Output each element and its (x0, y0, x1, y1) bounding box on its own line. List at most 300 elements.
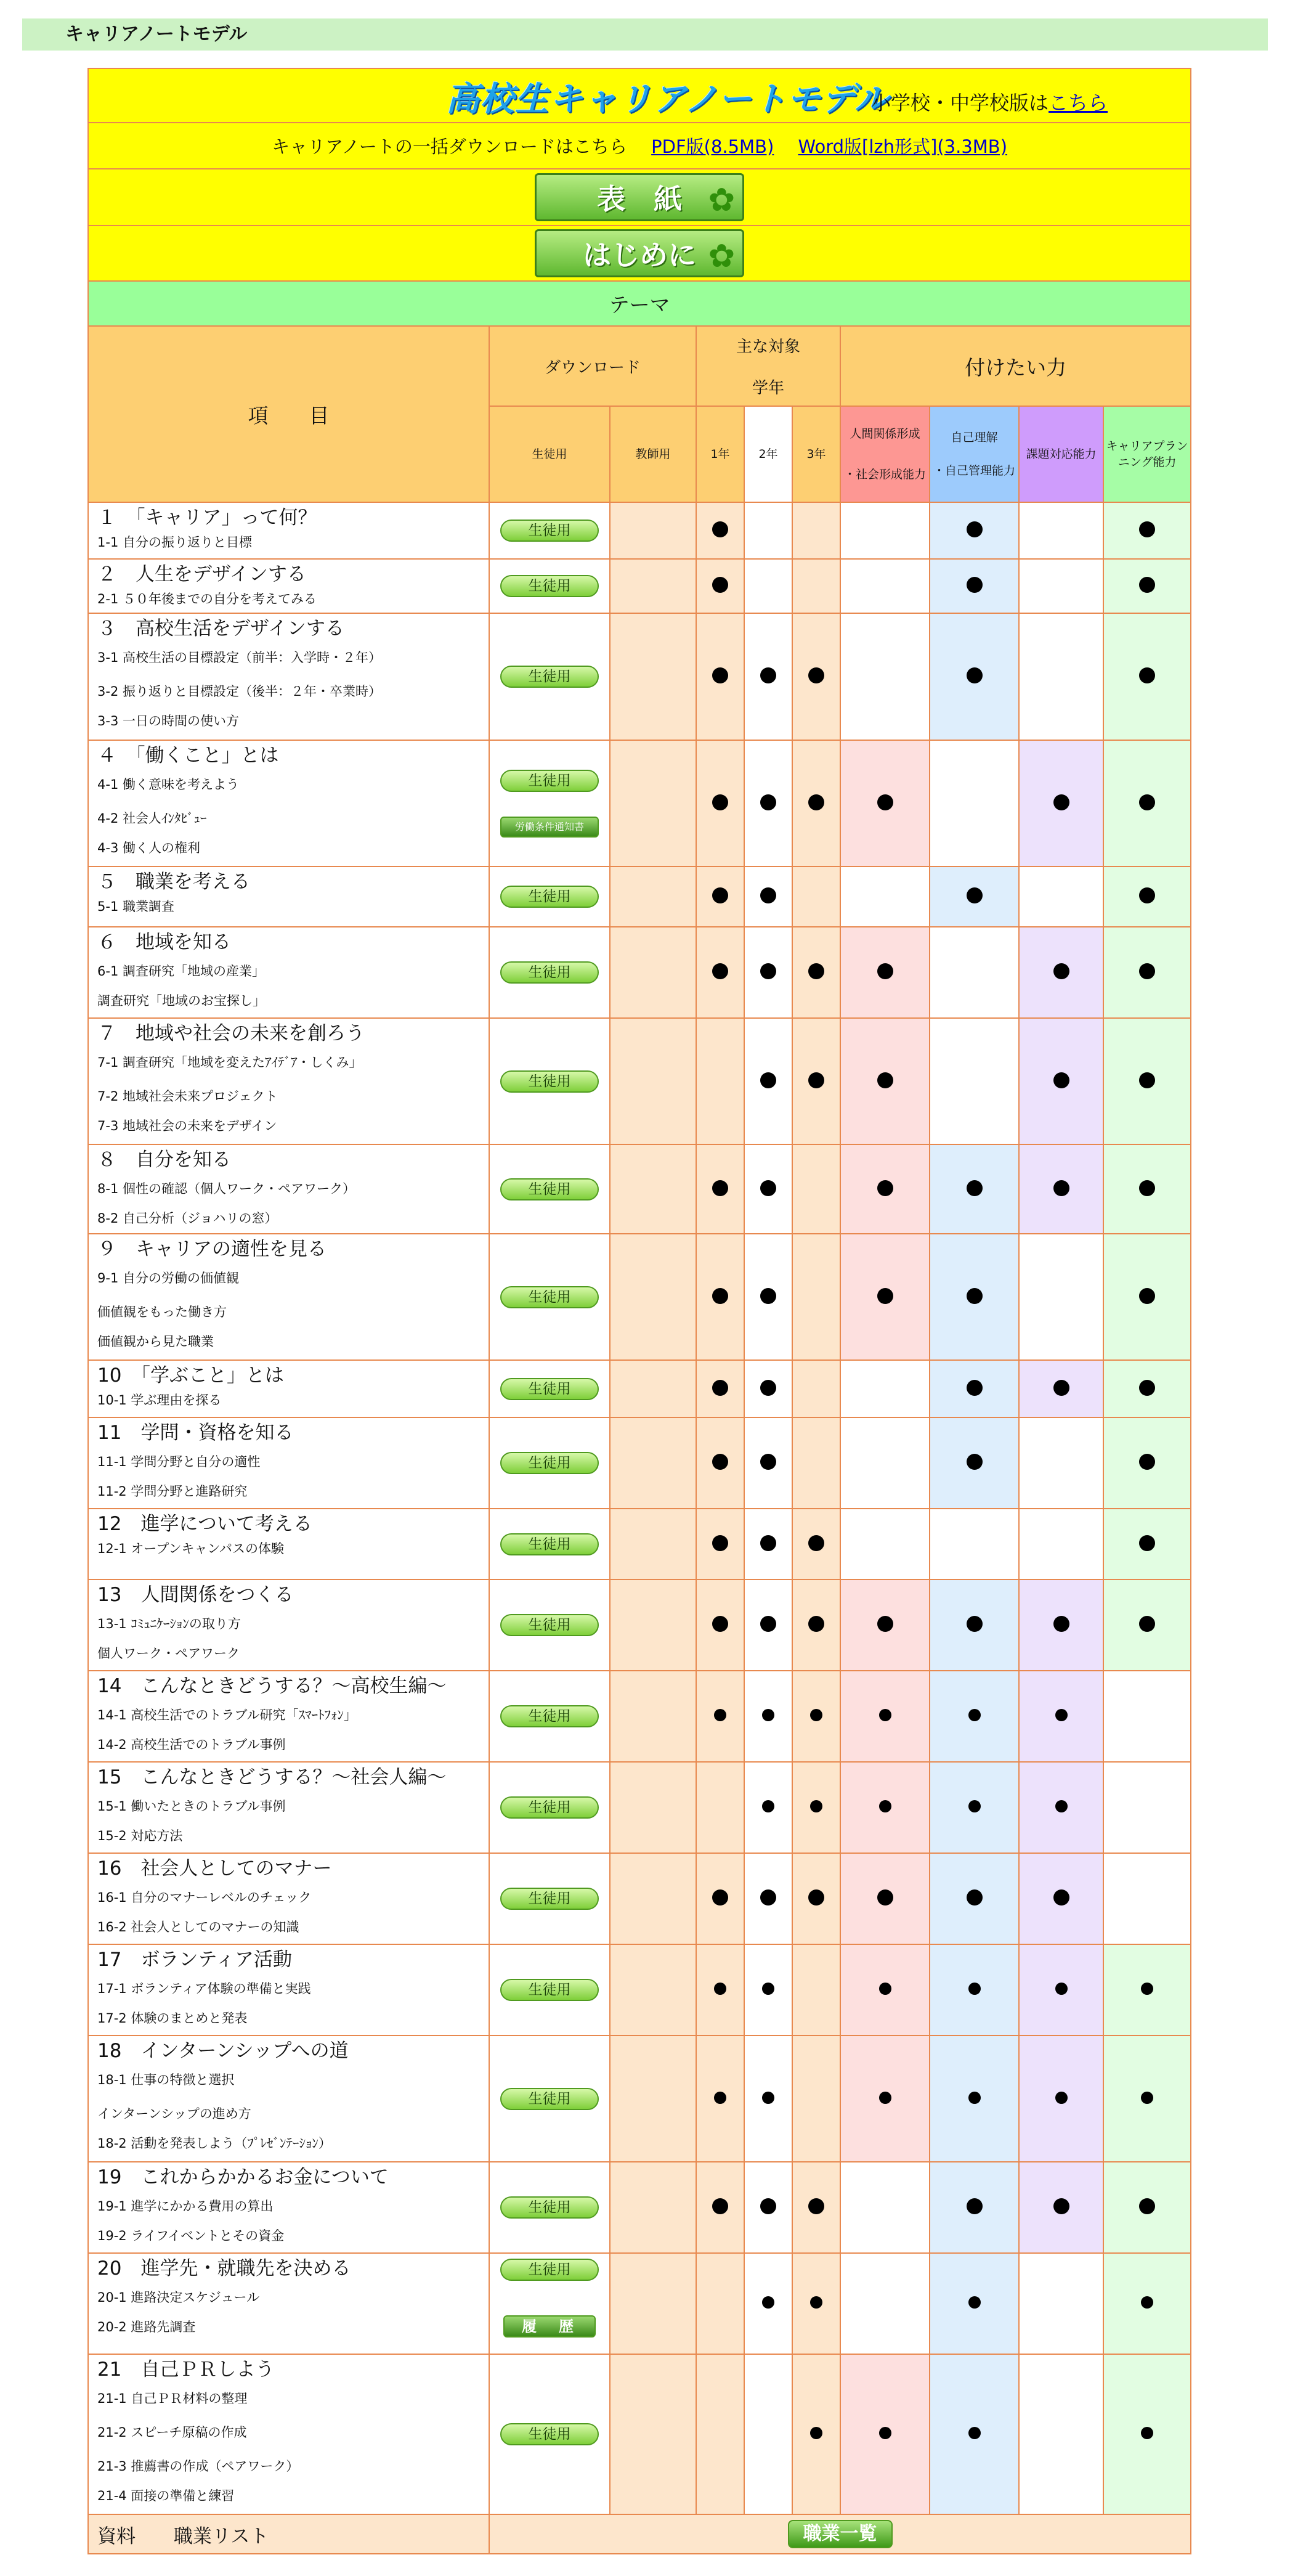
sub-item: 19-1 進学にかかる費用の算出 (97, 2199, 274, 2214)
item-title: 12 進学について考える (97, 1513, 312, 1535)
teacher-download-cell (610, 2253, 696, 2354)
student-download-button[interactable]: 生徒用 (500, 961, 599, 984)
target-mark-icon (712, 2198, 728, 2214)
job-list-cell (489, 2514, 1191, 2554)
grade-1-header: 1年 (696, 406, 744, 502)
skill-cell (1019, 2253, 1103, 2354)
job-list-label: 資料 職業リスト (88, 2514, 489, 2554)
table-row (88, 1417, 1191, 1509)
skill-mark-icon (967, 1380, 983, 1396)
skill-cell (930, 927, 1019, 1018)
student-download-cell (489, 2036, 610, 2162)
pdf-download-link[interactable]: PDF版(8.5MB) (651, 136, 774, 157)
item-title: 16 社会人としてのマナー (97, 1857, 332, 1880)
skill-mark-icon (1139, 887, 1155, 903)
target-mark-icon (808, 1889, 824, 1906)
grade-3-cell (792, 1417, 840, 1509)
skill-mark-icon (1139, 577, 1155, 593)
skill-cell (840, 559, 930, 613)
item-cell (88, 502, 489, 559)
student-download-cell (489, 2253, 610, 2354)
target-mark-icon (760, 1535, 776, 1551)
skill-cell (1019, 1417, 1103, 1509)
target-mark-icon (712, 521, 728, 537)
grade-1-cell (696, 613, 744, 740)
item-title: ８ 自分を知る (97, 1149, 231, 1171)
skill-cell (930, 1144, 1019, 1234)
student-download-button[interactable]: 生徒用 (500, 1178, 599, 1200)
skill-mark-icon (1053, 1072, 1069, 1088)
skill-cell (1019, 2354, 1103, 2514)
grade-2-cell (744, 2253, 792, 2354)
target-mark-icon (714, 2092, 726, 2104)
teacher-download-cell (610, 1018, 696, 1144)
target-mark-icon (762, 1800, 774, 1812)
labor-notice-button[interactable]: 労働条件通知書 (500, 817, 599, 838)
skill-mark-icon (877, 1889, 893, 1906)
skill-mark-icon (967, 1889, 983, 1906)
target-mark-icon (760, 1454, 776, 1470)
sub-item: 3-3 一日の時間の使い方 (97, 714, 239, 728)
skill-cell (1019, 1853, 1103, 1944)
grade-2-cell (744, 613, 792, 740)
skill-cell (840, 1417, 930, 1509)
item-cell (88, 2253, 489, 2354)
skill-human-header: 人間関係形成 ・社会形成能力 (840, 406, 930, 502)
target-mark-icon (760, 1288, 776, 1304)
grade-2-cell (744, 1762, 792, 1853)
skill-mark-icon (879, 1983, 891, 1995)
target-mark-icon (760, 2198, 776, 2214)
skill-mark-icon (879, 2427, 891, 2439)
skill-cell (1103, 1360, 1191, 1417)
grade-3-header: 3年 (792, 406, 840, 502)
sub-item: 4-2 社会人ｲﾝﾀﾋﾞｭｰ (97, 811, 207, 826)
skill-cell (930, 2354, 1019, 2514)
grade-3-cell (792, 866, 840, 927)
table-row (88, 740, 1191, 866)
skill-cell (930, 2036, 1019, 2162)
sub-item: 価値観をもった働き方 (97, 1305, 227, 1319)
skill-cell (840, 2354, 930, 2514)
sub-item: 17-2 体験のまとめと発表 (97, 2011, 248, 2026)
target-mark-icon (760, 1889, 776, 1906)
skill-cell (1103, 1671, 1191, 1762)
target-mark-icon (808, 1616, 824, 1632)
item-title: ２ 人生をデザインする (97, 563, 306, 585)
sub-item: 5-1 職業調査 (97, 899, 174, 914)
sub-item: 2-1 ５０年後までの自分を考えてみる (97, 592, 317, 606)
grade-3-cell (792, 1360, 840, 1417)
student-download-cell (489, 559, 610, 613)
teacher-download-cell (610, 559, 696, 613)
target-mark-icon (712, 1616, 728, 1632)
skill-cell (1019, 1234, 1103, 1360)
student-download-button[interactable]: 生徒用 (500, 886, 599, 908)
target-mark-icon (760, 794, 776, 810)
student-download-cell (489, 927, 610, 1018)
target-mark-icon (808, 1535, 824, 1551)
skill-mark-icon (968, 1709, 981, 1721)
grade-2-cell (744, 1671, 792, 1762)
skill-mark-icon (968, 2296, 981, 2309)
table-row (88, 1144, 1191, 1234)
item-title: １ 「キャリア」って何？ (97, 507, 317, 529)
target-mark-icon (714, 1983, 726, 1995)
skill-cell (930, 502, 1019, 559)
grade-2-cell (744, 2036, 792, 2162)
grade-3-cell (792, 1944, 840, 2036)
sub-item: 18-1 仕事の特徴と選択 (97, 2073, 235, 2087)
skill-mark-icon (967, 1616, 983, 1632)
teacher-download-cell (610, 1234, 696, 1360)
skill-cell (1019, 1360, 1103, 1417)
grade-3-cell (792, 1853, 840, 1944)
grade-2-cell (744, 559, 792, 613)
intro-row (88, 226, 1191, 281)
target-mark-icon (810, 1709, 822, 1721)
student-download-cell (489, 1417, 610, 1509)
teacher-download-cell (610, 1853, 696, 1944)
skill-mark-icon (1139, 2198, 1155, 2214)
grade-1-cell (696, 1144, 744, 1234)
grade-2-cell (744, 1417, 792, 1509)
skill-cell (840, 1018, 930, 1144)
skill-cell (840, 1671, 930, 1762)
student-download-cell (489, 1579, 610, 1671)
student-download-button[interactable]: 生徒用 (500, 520, 599, 542)
student-download-button[interactable]: 生徒用 (500, 1070, 599, 1093)
target-mark-icon (712, 794, 728, 810)
target-mark-icon (712, 1454, 728, 1470)
item-title: ５ 職業を考える (97, 871, 250, 893)
grade-1-cell (696, 1853, 744, 1944)
skill-cell (930, 2162, 1019, 2253)
teacher-download-cell (610, 927, 696, 1018)
sub-item: 20-1 進路決定スケジュール (97, 2290, 260, 2305)
target-mark-icon (762, 1709, 774, 1721)
item-title: 19 これからかかるお金について (97, 2166, 389, 2188)
grade-1-cell (696, 502, 744, 559)
job-list-button[interactable]: 職業一覧 (788, 2520, 893, 2548)
skill-mark-icon (968, 2092, 981, 2104)
target-mark-icon (712, 667, 728, 683)
skill-cell (930, 1762, 1019, 1853)
item-cell (88, 1944, 489, 2036)
item-cell (88, 2036, 489, 2162)
skill-cell (1103, 1417, 1191, 1509)
skill-cell (1103, 1853, 1191, 1944)
skill-mark-icon (968, 2427, 981, 2439)
sub-item: 3-1 高校生活の目標設定（前半：入学時・２年） (97, 650, 381, 665)
download-row (88, 123, 1191, 169)
sub-item: 18-2 活動を発表しよう（ﾌﾟﾚｾﾞﾝﾃｰｼｮﾝ） (97, 2136, 331, 2151)
skill-mark-icon (967, 667, 983, 683)
target-mark-icon (760, 667, 776, 683)
student-download-button[interactable]: 生徒用 (500, 2259, 599, 2281)
skill-cell (1103, 2253, 1191, 2354)
student-download-button[interactable]: 生徒用 (500, 1796, 599, 1819)
skill-mark-icon (1141, 2427, 1153, 2439)
skill-cell (1103, 1018, 1191, 1144)
teacher-download-cell (610, 1417, 696, 1509)
clover-icon: ✿ (708, 182, 736, 219)
sub-item: 21-3 推薦書の作成（ペアワーク） (97, 2459, 299, 2474)
target-mark-icon (712, 1535, 728, 1551)
teacher-download-cell (610, 502, 696, 559)
target-mark-icon (762, 2092, 774, 2104)
grade-3-cell (792, 2354, 840, 2514)
item-cell (88, 2354, 489, 2514)
skill-mark-icon (877, 1616, 893, 1632)
cover-button[interactable]: 表 紙 ✿ (535, 173, 744, 221)
table-row (88, 1853, 1191, 1944)
skill-cell (1103, 740, 1191, 866)
table-row (88, 2162, 1191, 2253)
page-title-bar (22, 18, 1268, 51)
grade-3-cell (792, 927, 840, 1018)
student-download-button[interactable]: 生徒用 (500, 1705, 599, 1727)
grade-2-cell (744, 740, 792, 866)
grade-3-cell (792, 559, 840, 613)
grade-1-cell (696, 1671, 744, 1762)
table-row (88, 1579, 1191, 1671)
teacher-download-cell (610, 1671, 696, 1762)
teacher-col-header: 教師用 (610, 406, 696, 502)
resume-button[interactable]: 履 歴 書 (503, 2315, 596, 2338)
skill-mark-icon (1141, 1983, 1153, 1995)
teacher-download-cell (610, 1509, 696, 1579)
skill-mark-icon (967, 577, 983, 593)
sub-item: 20-2 進路先調査 (97, 2320, 196, 2334)
item-title: 18 インターンシップへの道 (97, 2040, 349, 2062)
grade-2-cell (744, 1018, 792, 1144)
sub-item: 11-1 学問分野と自分の適性 (97, 1454, 261, 1469)
skill-cell (930, 1944, 1019, 2036)
grade-2-cell (744, 1234, 792, 1360)
skill-cell (1103, 1762, 1191, 1853)
sub-item: 4-1 働く意味を考えよう (97, 777, 239, 792)
grade-2-cell (744, 1579, 792, 1671)
grade-2-cell (744, 502, 792, 559)
target-mark-icon (760, 887, 776, 903)
table-row (88, 927, 1191, 1018)
skill-cell (1019, 866, 1103, 927)
skill-mark-icon (1139, 1454, 1155, 1470)
grade-1-cell (696, 559, 744, 613)
item-cell (88, 1360, 489, 1417)
table-row (88, 1671, 1191, 1762)
item-title: 17 ボランティア活動 (97, 1949, 292, 1971)
student-download-button[interactable]: 生徒用 (500, 2423, 599, 2445)
skill-mark-icon (1053, 1616, 1069, 1632)
grade-1-cell (696, 1360, 744, 1417)
item-cell (88, 1853, 489, 1944)
skill-mark-icon (877, 1180, 893, 1196)
teacher-download-cell (610, 1944, 696, 2036)
skill-problem-header: 課題対応能力 (1019, 406, 1103, 502)
clover-icon: ✿ (708, 238, 736, 275)
grade-3-cell (792, 1509, 840, 1579)
student-download-cell (489, 502, 610, 559)
student-col-header: 生徒用 (489, 406, 610, 502)
logo: 高校生キャリアノートモデル (446, 79, 890, 118)
item-title: 15 こんなときどうする？～社会人編～ (97, 1766, 447, 1788)
skill-mark-icon (1053, 1180, 1069, 1196)
skill-cell (930, 866, 1019, 927)
student-download-button[interactable]: 生徒用 (500, 2088, 599, 2110)
grade-3-cell (792, 740, 840, 866)
item-title: ９ キャリアの適性を見る (97, 1238, 327, 1260)
target-mark-icon (712, 1889, 728, 1906)
student-download-cell (489, 866, 610, 927)
skill-mark-icon (1139, 1180, 1155, 1196)
target-mark-icon (760, 1180, 776, 1196)
student-download-button[interactable]: 生徒用 (500, 1378, 599, 1400)
skill-cell (930, 740, 1019, 866)
table-row (88, 2036, 1191, 2162)
grade-3-cell (792, 1671, 840, 1762)
table-row (88, 1509, 1191, 1579)
word-download-link[interactable]: Word版[lzh形式](3.3MB) (798, 136, 1008, 157)
skill-mark-icon (1053, 1889, 1069, 1906)
skill-cell (1019, 613, 1103, 740)
skill-cell (930, 1234, 1019, 1360)
skill-mark-icon (967, 1180, 983, 1196)
skill-cell (1103, 1509, 1191, 1579)
skills-header: 付けたい力 (840, 326, 1191, 406)
theme-header: テーマ (88, 281, 1191, 326)
student-download-cell (489, 1762, 610, 1853)
sub-item: 16-2 社会人としてのマナーの知識 (97, 1920, 299, 1934)
download-label: キャリアノートの一括ダウンロードはこちら (272, 136, 627, 157)
skill-mark-icon (1053, 2198, 1069, 2214)
skill-cell (1103, 1144, 1191, 1234)
skill-mark-icon (879, 2092, 891, 2104)
grade-2-cell (744, 866, 792, 927)
item-title: 14 こんなときどうする？～高校生編～ (97, 1675, 447, 1697)
skill-cell (840, 1579, 930, 1671)
sub-item: 9-1 自分の労働の価値観 (97, 1271, 239, 1286)
target-mark-icon (810, 1800, 822, 1812)
student-download-button[interactable]: 生徒用 (500, 666, 599, 688)
grade-3-cell (792, 1579, 840, 1671)
student-download-button[interactable]: 生徒用 (500, 1614, 599, 1636)
skill-cell (1103, 1944, 1191, 2036)
skill-cell (1019, 927, 1103, 1018)
grade-2-cell (744, 2162, 792, 2253)
sub-item: 15-2 対応方法 (97, 1828, 183, 1843)
skill-mark-icon (879, 1800, 891, 1812)
student-download-button[interactable]: 生徒用 (500, 1533, 599, 1555)
skill-mark-icon (877, 794, 893, 810)
teacher-download-cell (610, 1762, 696, 1853)
teacher-download-cell (610, 613, 696, 740)
skill-cell (1103, 613, 1191, 740)
table-row (88, 2354, 1191, 2514)
student-download-button[interactable]: 生徒用 (500, 1888, 599, 1910)
table-row (88, 1360, 1191, 1417)
grade-2-cell (744, 927, 792, 1018)
skill-cell (1019, 2036, 1103, 2162)
sub-item: インターンシップの進め方 (97, 2106, 251, 2121)
target-grade-header: 主な対象 学年 (696, 326, 840, 406)
skill-cell (1103, 2354, 1191, 2514)
skill-mark-icon (1055, 1800, 1068, 1812)
skill-cell (840, 866, 930, 927)
skill-mark-icon (1141, 2296, 1153, 2309)
item-cell (88, 1417, 489, 1509)
grade-3-cell (792, 502, 840, 559)
skill-mark-icon (1139, 1072, 1155, 1088)
student-download-button[interactable]: 生徒用 (500, 1979, 599, 2001)
student-download-button[interactable]: 生徒用 (500, 1452, 599, 1474)
skill-cell (840, 1853, 930, 1944)
skill-mark-icon (1139, 1380, 1155, 1396)
skill-mark-icon (877, 1072, 893, 1088)
grade-2-cell (744, 2354, 792, 2514)
grade-3-cell (792, 613, 840, 740)
skill-mark-icon (968, 1800, 981, 1812)
skill-cell (930, 1018, 1019, 1144)
sub-item: 14-1 高校生活でのトラブル研究「ｽﾏｰﾄﾌｫﾝ」 (97, 1708, 357, 1722)
skill-cell (930, 1671, 1019, 1762)
item-cell (88, 740, 489, 866)
elementary-link[interactable]: こちら (1049, 91, 1108, 115)
student-download-button[interactable]: 生徒用 (500, 770, 599, 792)
student-download-button[interactable]: 生徒用 (500, 575, 599, 597)
intro-button[interactable]: はじめに ✿ (535, 229, 744, 277)
teacher-download-cell (610, 2162, 696, 2253)
grade-2-cell (744, 1509, 792, 1579)
grade-2-header: 2年 (744, 406, 792, 502)
skill-cell (1103, 866, 1191, 927)
grade-1-cell (696, 2253, 744, 2354)
sub-item: 15-1 働いたときのトラブル事例 (97, 1799, 286, 1814)
grade-1-cell (696, 1018, 744, 1144)
item-cell (88, 1762, 489, 1853)
grade-2-cell (744, 1144, 792, 1234)
skill-cell (1019, 1509, 1103, 1579)
grade-1-cell (696, 2162, 744, 2253)
target-mark-icon (712, 1180, 728, 1196)
skill-cell (1103, 927, 1191, 1018)
sub-item: 21-2 スピーチ原稿の作成 (97, 2425, 247, 2440)
skill-cell (840, 613, 930, 740)
target-mark-icon (808, 963, 824, 979)
skill-mark-icon (967, 1288, 983, 1304)
target-mark-icon (808, 2198, 824, 2214)
sub-item: 7-2 地域社会未来プロジェクト (97, 1089, 278, 1104)
sub-item: 価値観から見た職業 (97, 1334, 214, 1349)
item-cell (88, 1018, 489, 1144)
sub-item: 調査研究「地域のお宝探し」 (97, 993, 266, 1008)
career-note-table (87, 68, 1191, 2554)
target-mark-icon (712, 1288, 728, 1304)
student-download-button[interactable]: 生徒用 (500, 1286, 599, 1308)
item-cell (88, 1579, 489, 1671)
student-download-button[interactable]: 生徒用 (500, 2196, 599, 2219)
skill-cell (1103, 502, 1191, 559)
skill-cell (1019, 1762, 1103, 1853)
target-mark-icon (808, 794, 824, 810)
sub-item: 11-2 学問分野と進路研究 (97, 1484, 248, 1499)
skill-mark-icon (877, 963, 893, 979)
item-header: 項 目 (88, 326, 489, 502)
grade-3-cell (792, 2036, 840, 2162)
target-mark-icon (762, 1983, 774, 1995)
sub-item: 1-1 自分の振り返りと目標 (97, 535, 252, 550)
